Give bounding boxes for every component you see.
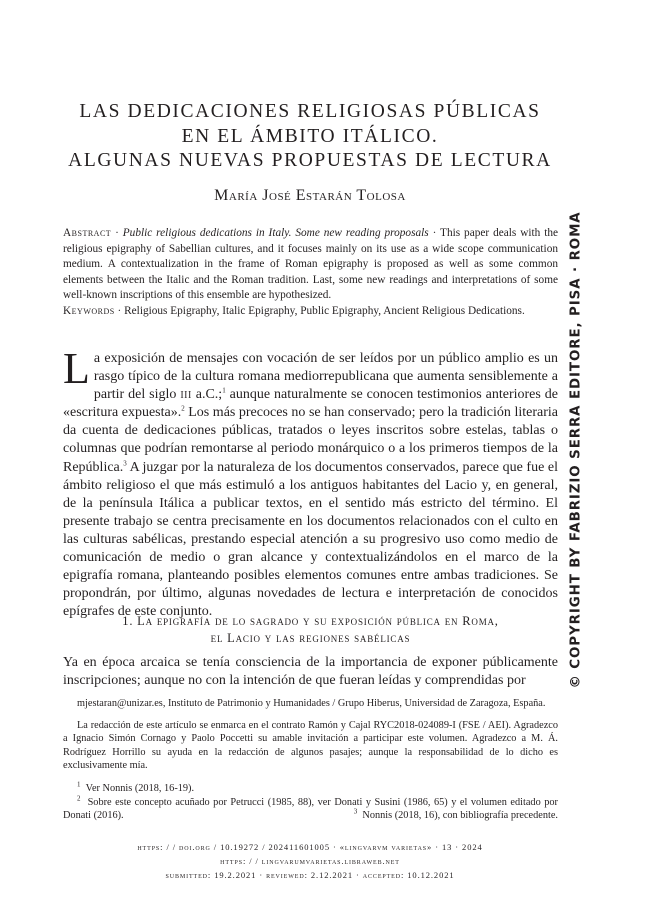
author-name <box>60 187 560 205</box>
copyright-notice: © COPYRIGHT BY FABRIZIO SERRA EDITORE, PISA · ROMA <box>568 211 584 689</box>
drop-cap: L <box>63 344 90 393</box>
keywords-text: · Religious Epigraphy, Italic Epigraphy, Public Epigraphy, Ancient Religious Dedications. <box>114 304 525 317</box>
section-heading-line-1: 1. La epigrafía de lo sagrado y su exposición pública en Roma, <box>122 614 499 628</box>
acknowledgement-note: La redacción de este artículo se enmarca en el contrato Ramón y Cajal RYC2018-024089-I (FSE / AEI). Agradezco a Ignacio Simón Cornago y Paolo Poccetti su amable invitación a participar este volumen. Agradezco a M. Á. Rodríguez Horrillo su ayuda en la redacción de algunos pasajes; aunque la responsabilidad de lo dicho es exclusivamente mía. <box>63 719 558 772</box>
article-title <box>60 100 560 174</box>
body-text-5: A juzgar por la naturaleza de los documentos conservados, parece que fue el ámbito religioso el que más estimuló a los antiguos habitantes del Lacio y, en general, de la península Itálica a publicar textos, en el sentido más estricto del término. El presente trabajo se centra precisamente en los documentos relacionados con el culto en las culturas sabélicas, prestando especial atención a su progresivo uso como medio de comunicación de medio o gran alcance y contextualizándolos en el marco de la epigrafía romana, planteando posibles elementos comunes entre ambas tradiciones. Se propondrán, por último, algunas novedades de lectura e interpretación de conocidos epígrafes de este conjunto. <box>63 459 558 620</box>
abstract-text: · This paper deals with the religious epigraphy of Sabellian cultures, and it focuses mainly on its use as a wide scope communication medium. A contextualization in the frame of Roman epigraphy is proposed as well as some common elements between the Italic and the Roman tradition. Last, some new readings and interpretations of some well-known inscriptions of this ensemble are hypothesized. <box>63 227 558 301</box>
footnote-ref-3[interactable]: 3 <box>123 458 127 467</box>
footnote-ref-2[interactable]: 2 <box>181 404 185 413</box>
abstract <box>63 226 558 319</box>
footnote-3-text: Nonnis (2018, 16), con bibliografía precedente. <box>362 810 558 822</box>
footnote-ref-1[interactable]: 1 <box>222 386 226 395</box>
abstract-label: Abstract <box>63 227 112 239</box>
footnotes <box>63 697 558 837</box>
title-line-2: EN EL ÁMBITO ITÁLICO. <box>181 125 439 147</box>
abstract-sep: · <box>111 227 123 239</box>
title-line-3: ALGUNAS NUEVAS PROPUESTAS DE LECTURA <box>68 150 552 171</box>
footnote-2-text: Sobre este concepto acuñado por Petrucci (1985, 88), ver Donati y Susini (1986, 65) y el volumen editado por Donati (2016). <box>63 796 558 822</box>
body-text-4: Los más precoces no se han conservado; pero la tradición literaria da cuenta de dedicaciones públicas, tratados o leyes inscritos sobre estelas, tablas o columnas que podrían remontarse al periodo monárquico o a los primeros tiempos de la República. <box>63 405 558 475</box>
abstract-title-en: Public religious dedications in Italy. Some new reading proposals <box>122 227 429 239</box>
footnote-2-number: 2 <box>77 794 81 803</box>
footnote-1-number: 1 <box>77 780 81 789</box>
section-heading-line-2: el Lacio y las regiones sabélicas <box>210 631 411 645</box>
author-name-text: María José Estarán Tolosa <box>214 187 406 204</box>
section-paragraph: Ya en época arcaica se tenía consciencia de la importancia de exponer públicamente inscripciones; aunque no con la intención de que fueran leídas y comprendidas por <box>63 655 558 689</box>
footnote-1-text: Ver Nonnis (2018, 16-19). <box>85 782 195 794</box>
footer-doi: https: / / doi.org / 10.19272 / 202411601005 · «lingvarvm varietas» · 13 · 2024 <box>137 842 483 852</box>
footnote-3-number: 3 <box>353 807 358 816</box>
body-text-3: aunque naturalmente se conocen testimonios anteriores de «escritura expuesta». <box>63 387 558 421</box>
body-text-2: a.C.; <box>191 387 223 403</box>
body-text-1: a exposición de mensajes con vocación de ser leídos por un público amplio es un rasgo típico de la cultura romana mediorrepublicana que aumenta sensiblemente a partir del siglo <box>93 351 558 403</box>
footnote-1 <box>63 782 558 796</box>
century-numeral: iii <box>180 387 192 403</box>
keywords-label: Keywords <box>63 304 115 317</box>
body-paragraph <box>63 344 558 621</box>
footer-url: https: / / lingvarumvarietas.libraweb.net <box>220 856 400 866</box>
affiliation-note: mjestaran@unizar.es, Instituto de Patrimonio y Humanidades / Grupo Hiberus, Universidad de Zaragoza, España. <box>77 698 546 709</box>
title-line-1: LAS DEDICACIONES RELIGIOSAS PÚBLICAS <box>79 101 541 122</box>
section-heading <box>63 613 558 647</box>
footer-dates: submitted: 19.2.2021 · reviewed: 2.12.2021 · accepted: 10.12.2021 <box>165 870 455 880</box>
